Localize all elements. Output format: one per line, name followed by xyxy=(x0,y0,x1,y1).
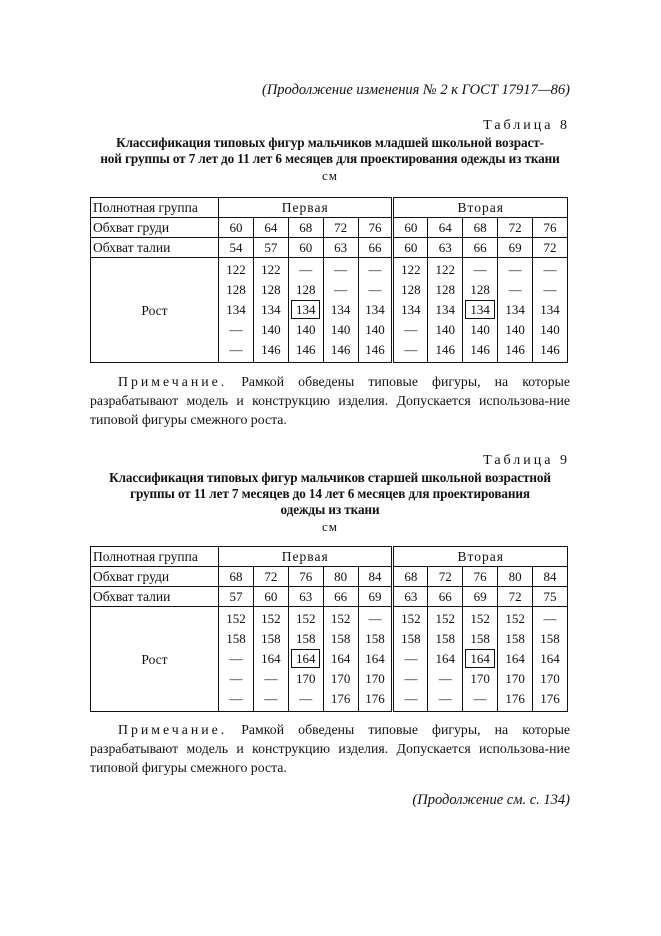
height-value xyxy=(289,649,323,669)
table9-title-line2: группы от 11 лет 7 месяцев до 14 лет 6 месяцев для проектирования xyxy=(130,486,530,501)
table-cell: 60 xyxy=(288,238,323,258)
table-cell: 60 xyxy=(393,218,428,238)
table9-height-col xyxy=(428,607,463,712)
table9-height-col xyxy=(393,607,428,712)
height-value: 158 xyxy=(540,631,560,646)
height-value: 158 xyxy=(330,631,351,646)
table9-waist-label: Обхват талии xyxy=(91,587,219,607)
table8-waist-label: Обхват талии xyxy=(91,238,219,258)
height-value: — xyxy=(334,282,348,297)
height-value: 122 xyxy=(435,262,456,277)
height-value: 146 xyxy=(435,342,456,357)
height-value: 158 xyxy=(470,631,490,646)
height-value: — xyxy=(508,262,522,277)
height-value: 122 xyxy=(261,262,281,277)
height-value: — xyxy=(473,262,487,277)
footer-continuation: (Продолжение см. с. 134) xyxy=(412,792,570,808)
table-cell: 76 xyxy=(358,218,393,238)
table-cell: 63 xyxy=(393,587,428,607)
table8-height-col xyxy=(253,258,288,363)
height-value: — xyxy=(229,691,243,706)
height-value: 140 xyxy=(505,322,525,337)
height-value: — xyxy=(368,282,382,297)
table9-group-row xyxy=(91,547,568,567)
table-cell: 60 xyxy=(253,587,288,607)
table9-height-col xyxy=(219,607,254,712)
height-value: 128 xyxy=(295,282,316,297)
table9-group-label: Полнотная группа xyxy=(91,547,219,567)
height-value: 170 xyxy=(365,671,385,686)
height-value: — xyxy=(438,691,452,706)
table9-height-col xyxy=(253,607,288,712)
table-cell: 64 xyxy=(428,218,463,238)
height-value: 176 xyxy=(505,691,525,706)
height-value: 164 xyxy=(261,651,281,666)
table9-chest-label: Обхват груди xyxy=(91,567,219,587)
table-cell: 69 xyxy=(358,587,393,607)
table-cell: 63 xyxy=(428,238,463,258)
height-value: 152 xyxy=(330,611,351,626)
height-value: — xyxy=(438,671,452,686)
height-value: 158 xyxy=(401,631,421,646)
typical-figure-box: 164 xyxy=(291,649,321,668)
table8-chest-row xyxy=(91,218,568,238)
height-value: 170 xyxy=(470,671,490,686)
height-value: 146 xyxy=(295,342,316,357)
table8-height-col xyxy=(533,258,568,363)
table-cell: 63 xyxy=(323,238,358,258)
height-value: — xyxy=(508,282,522,297)
table-cell: 66 xyxy=(428,587,463,607)
height-value: 170 xyxy=(540,671,560,686)
table-cell: 54 xyxy=(219,238,254,258)
table9-height-col xyxy=(358,607,393,712)
height-value: 140 xyxy=(330,322,351,337)
height-value: 128 xyxy=(261,282,281,297)
table8-unit: см xyxy=(322,168,338,183)
height-value: — xyxy=(404,671,418,686)
table8-group-second: Вторая xyxy=(393,198,568,218)
height-value: — xyxy=(299,262,313,277)
height-value: 164 xyxy=(540,651,560,666)
height-value: 164 xyxy=(330,651,351,666)
table8-height-col xyxy=(393,258,428,363)
table8-height-label: Рост xyxy=(91,258,219,363)
table8-height-col xyxy=(358,258,393,363)
height-value: — xyxy=(368,611,382,626)
table-cell: 75 xyxy=(533,587,568,607)
height-value: — xyxy=(404,322,418,337)
height-value: 152 xyxy=(226,611,246,626)
height-value: — xyxy=(334,262,348,277)
height-value: — xyxy=(229,651,243,666)
table9-group-second: Вторая xyxy=(393,547,568,567)
height-value: — xyxy=(229,671,243,686)
height-value: 146 xyxy=(505,342,525,357)
table8-title-line2: ной группы от 7 лет до 11 лет 6 месяцев для проектирования одежды из ткани xyxy=(100,151,560,166)
height-value: — xyxy=(404,651,418,666)
table-cell: 68 xyxy=(463,218,498,238)
table8-height-col xyxy=(323,258,358,363)
height-value: — xyxy=(229,322,243,337)
table-cell: 72 xyxy=(498,587,533,607)
height-value: 140 xyxy=(261,322,281,337)
height-value: 176 xyxy=(365,691,385,706)
table8-height-row xyxy=(91,258,568,363)
table8-title-line1: Классификация типовых фигур мальчиков младшей школьной возраст- xyxy=(116,135,544,150)
height-value: — xyxy=(543,282,557,297)
height-value: 152 xyxy=(295,611,316,626)
height-value: 122 xyxy=(226,262,246,277)
table8-group-label: Полнотная группа xyxy=(91,198,219,218)
height-value: — xyxy=(264,671,278,686)
height-value: — xyxy=(404,691,418,706)
table8-note-text: Рамкой обведены типовые фигуры, на которые разрабатывают модель и конструкцию изделия. Допускается использова-ние типовой фигуры смежного роста. xyxy=(90,374,570,427)
table8-height-col xyxy=(498,258,533,363)
height-value: — xyxy=(299,691,313,706)
height-value: 170 xyxy=(330,671,351,686)
table9-height-col xyxy=(288,607,323,712)
height-value: 158 xyxy=(365,631,385,646)
table9-waist-row xyxy=(91,587,568,607)
table8-height-col xyxy=(219,258,254,363)
table-cell: 57 xyxy=(219,587,254,607)
table-cell: 57 xyxy=(253,238,288,258)
height-value: 176 xyxy=(330,691,351,706)
height-value: 164 xyxy=(505,651,525,666)
height-value: — xyxy=(229,342,243,357)
table9-chest-row xyxy=(91,567,568,587)
table8-height-col xyxy=(428,258,463,363)
table9-height-col xyxy=(533,607,568,712)
table-cell: 72 xyxy=(533,238,568,258)
height-value xyxy=(463,649,497,669)
table8-waist-row xyxy=(91,238,568,258)
table9-unit: см xyxy=(322,519,338,534)
table8-label: Таблица 8 xyxy=(483,118,570,133)
table9-title-line3: одежды из ткани xyxy=(280,502,380,517)
table9-title-line1: Классификация типовых фигур мальчиков старшей школьной возрастной xyxy=(109,470,551,485)
table-cell: 69 xyxy=(463,587,498,607)
table8-height-col xyxy=(463,258,498,363)
table-cell: 60 xyxy=(393,238,428,258)
table8-chest-label: Обхват груди xyxy=(91,218,219,238)
height-value: 140 xyxy=(435,322,456,337)
table8 xyxy=(90,197,568,363)
height-value: 134 xyxy=(261,302,281,317)
height-value: — xyxy=(473,691,487,706)
table-cell: 63 xyxy=(288,587,323,607)
height-value: 140 xyxy=(365,322,385,337)
height-value: 134 xyxy=(401,302,421,317)
height-value: 134 xyxy=(226,302,246,317)
table9-label: Таблица 9 xyxy=(483,453,570,468)
height-value: 134 xyxy=(435,302,456,317)
table9-height-col xyxy=(463,607,498,712)
height-value: 158 xyxy=(261,631,281,646)
table-cell: 64 xyxy=(253,218,288,238)
height-value xyxy=(463,300,497,320)
height-value: 176 xyxy=(540,691,560,706)
table-cell: 76 xyxy=(463,567,498,587)
height-value: 164 xyxy=(365,651,385,666)
table-cell: 68 xyxy=(288,218,323,238)
height-value: 152 xyxy=(261,611,281,626)
table-cell: 60 xyxy=(219,218,254,238)
height-value: 134 xyxy=(365,302,385,317)
height-value: 146 xyxy=(261,342,281,357)
height-value: 134 xyxy=(330,302,351,317)
height-value: — xyxy=(543,262,557,277)
height-value: 134 xyxy=(505,302,525,317)
height-value: 140 xyxy=(295,322,316,337)
table9-note xyxy=(90,720,570,777)
table-cell: 76 xyxy=(288,567,323,587)
table-cell: 72 xyxy=(428,567,463,587)
table9-group-first: Первая xyxy=(219,547,393,567)
height-value: — xyxy=(543,611,557,626)
table9-note-text: Рамкой обведены типовые фигуры, на которые разрабатывают модель и конструкцию изделия. Допускается использова-ние типовой фигуры смежного роста. xyxy=(90,722,570,775)
table-cell: 72 xyxy=(498,218,533,238)
table8-group-first: Первая xyxy=(219,198,393,218)
typical-figure-box: 164 xyxy=(465,649,495,668)
table8-group-row xyxy=(91,198,568,218)
height-value: 134 xyxy=(540,302,560,317)
table-cell: 84 xyxy=(533,567,568,587)
table-cell: 69 xyxy=(498,238,533,258)
table9 xyxy=(90,546,568,712)
table-cell: 80 xyxy=(498,567,533,587)
height-value: 146 xyxy=(330,342,351,357)
table-cell: 66 xyxy=(358,238,393,258)
height-value: 122 xyxy=(401,262,421,277)
height-value: — xyxy=(368,262,382,277)
height-value: 128 xyxy=(401,282,421,297)
table9-height-col xyxy=(498,607,533,712)
height-value: 170 xyxy=(505,671,525,686)
height-value: 152 xyxy=(505,611,525,626)
height-value: 158 xyxy=(435,631,456,646)
table9-height-label: Рост xyxy=(91,607,219,712)
height-value: 146 xyxy=(470,342,490,357)
typical-figure-box: 134 xyxy=(465,300,495,319)
table9-height-col xyxy=(323,607,358,712)
height-value: 146 xyxy=(540,342,560,357)
height-value: 140 xyxy=(540,322,560,337)
table9-title xyxy=(90,470,570,518)
height-value: 128 xyxy=(435,282,456,297)
table8-note-word: Примечание. xyxy=(118,374,228,389)
height-value: 128 xyxy=(226,282,246,297)
table-cell: 66 xyxy=(463,238,498,258)
height-value: 170 xyxy=(295,671,316,686)
table9-note-word: Примечание. xyxy=(118,722,228,737)
height-value: 158 xyxy=(226,631,246,646)
height-value: 158 xyxy=(295,631,316,646)
table9-height-row xyxy=(91,607,568,712)
height-value: 152 xyxy=(435,611,456,626)
height-value: 164 xyxy=(435,651,456,666)
height-value: 152 xyxy=(470,611,490,626)
header-continuation: (Продолжение изменения № 2 к ГОСТ 17917—86) xyxy=(261,82,570,98)
table-cell: 72 xyxy=(323,218,358,238)
height-value: 152 xyxy=(401,611,421,626)
table8-title xyxy=(90,135,570,167)
height-value: — xyxy=(264,691,278,706)
table-cell: 72 xyxy=(253,567,288,587)
height-value xyxy=(289,300,323,320)
table8-height-col xyxy=(288,258,323,363)
table-cell: 68 xyxy=(219,567,254,587)
table-cell: 66 xyxy=(323,587,358,607)
height-value: 146 xyxy=(365,342,385,357)
height-value: — xyxy=(404,342,418,357)
table8-note xyxy=(90,372,570,429)
table-cell: 68 xyxy=(393,567,428,587)
table-cell: 76 xyxy=(533,218,568,238)
table-cell: 80 xyxy=(323,567,358,587)
height-value: 140 xyxy=(470,322,490,337)
height-value: 128 xyxy=(470,282,490,297)
table-cell: 84 xyxy=(358,567,393,587)
typical-figure-box: 134 xyxy=(291,300,321,319)
height-value: 158 xyxy=(505,631,525,646)
